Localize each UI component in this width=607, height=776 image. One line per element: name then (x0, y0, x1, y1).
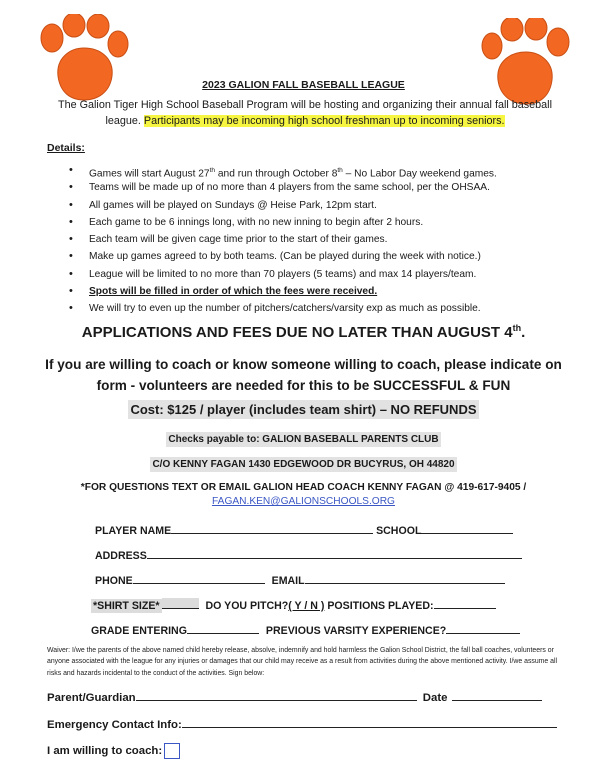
emergency-contact-field[interactable] (182, 717, 557, 728)
contact-email-link[interactable]: FAGAN.KEN@GALIONSCHOOLS.ORG (211, 496, 395, 507)
deadline-notice: APPLICATIONS AND FEES DUE NO LATER THAN AUGUST 4th. (81, 323, 526, 341)
list-item: • Teams will be made up of no more than 4 players from the same school, per the OHSAA. (69, 179, 497, 196)
address-field[interactable] (147, 548, 522, 559)
tiger-paw-icon-right (480, 18, 572, 108)
player-name-row: PLAYER NAME SCHOOL (95, 523, 513, 537)
intro-plain: The Galion Tiger High School Baseball Program will be hosting and organizing their annual fall baseball league. (58, 99, 552, 127)
willing-to-coach-checkbox[interactable] (164, 743, 180, 759)
mailing-address: C/O KENNY FAGAN 1430 EDGEWOOD DR BUCYRUS, OH 44820 (152, 459, 455, 470)
details-heading: Details: (47, 142, 85, 154)
list-item: • All games will be played on Sundays @ Heise Park, 12pm start. (69, 197, 497, 214)
school-field[interactable] (421, 523, 513, 534)
list-item: • Each team will be given cage time prior to the start of their games. (69, 231, 497, 248)
waiver-text: Waiver: I/we the parents of the above named child hereby release, absolve, indemnify and hold harmless the Galion School District, the fall ball coaches, volunteers or anyone associated with the league for any injuries or damages that our child may receive as a result from activities during the above mentioned activity. I/we assume all risks and hazards incidental to the conduct of the activities. Sign below: (47, 647, 558, 677)
cost-line: Cost: $125 / player (includes team shirt) – NO REFUNDS (130, 402, 477, 417)
page-title: 2023 GALION FALL BASEBALL LEAGUE (202, 79, 405, 91)
parent-signature-row: Parent/Guardian Date (47, 690, 542, 704)
grade-varsity-row: GRADE ENTERING PREVIOUS VARSITY EXPERIENCE? (91, 623, 520, 637)
phone-field[interactable] (133, 573, 265, 584)
phone-email-row: PHONE EMAIL (95, 573, 505, 587)
intro-highlight: Participants may be incoming high school freshman up to incoming seniors. (143, 115, 505, 127)
shirt-size-field[interactable] (162, 598, 199, 609)
email-field[interactable] (305, 573, 505, 584)
emergency-contact-row: Emergency Contact Info: (47, 717, 557, 731)
list-item: • We will try to even up the number of pitchers/catchers/varsity exp as much as possible. (69, 300, 497, 317)
list-item: • Games will start August 27th and run through October 8th – No Labor Day weekend games. (69, 162, 497, 179)
list-item: • League will be limited to no more than 70 players (5 teams) and max 14 players/team. (69, 266, 497, 283)
address-row: ADDRESS (95, 548, 522, 562)
player-name-field[interactable] (171, 523, 373, 534)
pitch-options[interactable]: ( Y / N ) (288, 600, 325, 612)
list-item: • Make up games agreed to by both teams. (Can be played during the week with notice.) (69, 248, 497, 265)
coach-willing-row: I am willing to coach: (47, 743, 180, 759)
date-field[interactable] (452, 690, 542, 701)
questions-contact: *FOR QUESTIONS TEXT OR EMAIL GALION HEAD COACH KENNY FAGAN @ 419-617-9405 / (80, 482, 527, 493)
list-item: • Each game to be 6 innings long, with no new inning to begin after 2 hours. (69, 214, 497, 231)
shirt-pitch-row: *SHIRT SIZE* DO YOU PITCH?( Y / N ) POSITIONS PLAYED: (91, 598, 496, 612)
grade-field[interactable] (187, 623, 259, 634)
parent-signature-field[interactable] (136, 690, 417, 701)
coach-request: If you are willing to coach or know someone willing to coach, please indicate on form - volunteers are needed for this to be SUCCESSFUL & FUN (45, 357, 562, 393)
list-item: • Spots will be filled in order of which the fees were received. (69, 283, 497, 300)
intro-text (40, 97, 570, 129)
checks-payable: Checks payable to: GALION BASEBALL PARENTS CLUB (168, 434, 439, 445)
shirt-size-label: *SHIRT SIZE* (93, 600, 160, 612)
positions-field[interactable] (434, 598, 496, 609)
details-list (69, 162, 497, 318)
varsity-field[interactable] (446, 623, 520, 634)
